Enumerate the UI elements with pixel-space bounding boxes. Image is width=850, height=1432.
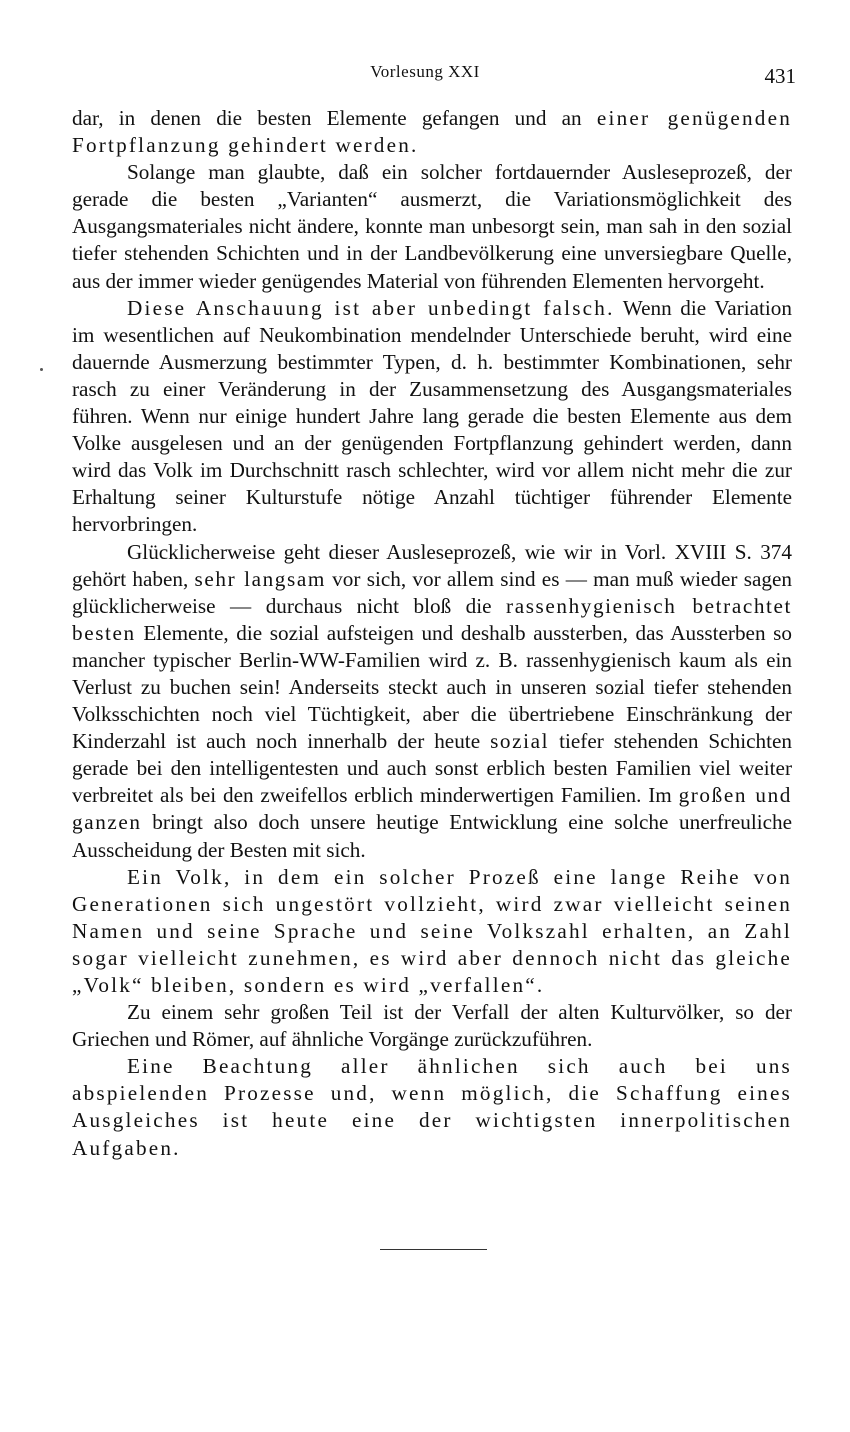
paragraph-text: Glücklicherweise geht dieser Ausleseprozeß, wie wir in Vorl. XVIII S. 374 gehört haben, [72, 539, 792, 591]
spaced-emphasis: sozial [490, 729, 550, 754]
paragraph: Zu einem sehr großen Teil ist der Verfall der alten Kulturvölker, so der Griechen und Römer, auf ähnliche Vorgänge zurückzuführen. [72, 1000, 792, 1052]
body-text [72, 105, 792, 1162]
spaced-emphasis: Diese Anschauung ist aber unbedingt falsch. [127, 295, 615, 320]
spaced-emphasis: sehr langsam [194, 566, 326, 591]
spaced-emphasis: rassenhygienisch betrachtet besten [72, 593, 792, 645]
spaced-emphasis: großen und ganzen [72, 783, 792, 835]
paragraph-continued [72, 105, 792, 159]
running-head [0, 62, 850, 86]
paragraph-text: tiefer stehenden Schichten gerade bei den intelligentesten und auch sonst erblich besten Familien viel weiter verbreitet als bei den zweifellos erblich minderwertigen Familien. Im [72, 729, 792, 808]
paragraph [72, 295, 792, 539]
page-number: 431 [764, 64, 796, 88]
paragraph [72, 539, 792, 864]
paragraph-text: bringt also doch unsere heutige Entwicklung eine solche unerfreuliche Ausscheidung der Besten mit sich. [72, 810, 792, 862]
margin-dot [40, 368, 43, 371]
paragraph-spaced: Ein Volk, in dem ein solcher Prozeß eine lange Reihe von Generationen sich ungestört vollzieht, wird zwar vielleicht seinen Namen und seine Sprache und seine Volkszahl erhalten, an Zahl sogar vielleicht zunehmen, es wird aber dennoch nicht das gleiche „Volk“ bleiben, sondern es wird „verfallen“. [72, 864, 792, 997]
chapter-title: Vorlesung XXI [370, 62, 480, 81]
paragraph-spaced: Eine Beachtung aller ähnlichen sich auch bei uns abspielenden Prozesse und, wenn möglich, die Schaffung eines Ausgleiches ist heute eine der wichtigsten innerpolitischen Aufgaben. [72, 1054, 792, 1160]
paragraph-text: Wenn die Variation im wesentlichen auf Neukombination mendelnder Unterschiede beruht, wird eine dauernde Ausmerzung bestimmter Typen, d. h. bestimmter Kombinationen, sehr rasch zu einer Veränderung in der Zusammensetzung des Ausgangsmateriales führen. Wenn nur einige hundert Jahre lang gerade die besten Elemente aus dem Volke ausgelesen und an der genügenden Fortpflanzung gehindert werden, dann wird das Volk im Durchschnitt rasch schlechter, wird vor allem nicht mehr die zur Erhaltung seiner Kulturstufe nötige Anzahl tüchtiger führender Elemente hervorbringen. [72, 295, 792, 537]
spaced-emphasis: einer genügenden Fortpflanzung gehindert werden. [72, 106, 792, 158]
paragraph: Solange man glaubte, daß ein solcher fortdauernder Ausleseprozeß, der gerade die besten „Varianten“ ausmerzt, die Variationsmöglichkeit des Ausgangsmateriales nicht ändere, konnte man unbesorgt sein, man sah in den sozial tiefer stehenden Schichten und in der Landbevölkerung eine unversiegbare Quelle, aus der immer wieder genügendes Material von führenden Elementen hervorgeht. [72, 160, 792, 293]
end-rule [380, 1249, 487, 1250]
paragraph-text: Elemente, die sozial aufsteigen und deshalb aussterben, das Aussterben so mancher typischer Berlin-WW-Familien wird z. B. rassenhygienisch kaum als ein Verlust zu buchen sein! Anderseits steckt auch in unseren sozial tiefer stehenden Volksschichten noch viel Tüchtigkeit, aber die übertriebene Einschränkung der Kinderzahl ist auch noch innerhalb der heute [72, 620, 792, 754]
paragraph-text: vor sich, vor allem sind es — man muß wieder sagen glücklicherweise — durchaus nicht bloß die [72, 566, 792, 618]
paragraph-text: dar, in denen die besten Elemente gefangen und an [72, 106, 597, 130]
